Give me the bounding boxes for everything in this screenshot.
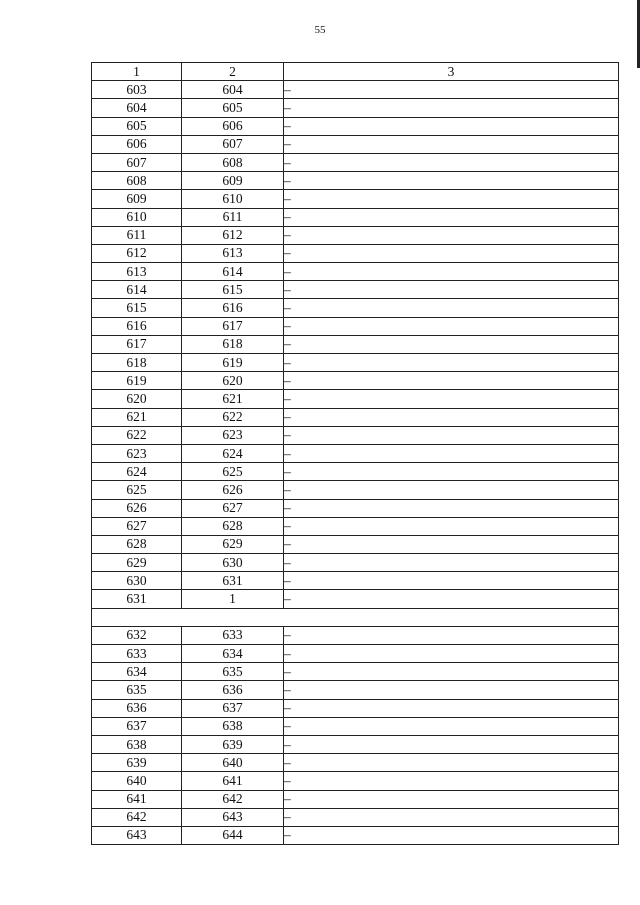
table-row <box>92 463 619 481</box>
table-cell-col2: 626 <box>182 481 284 499</box>
table-row <box>92 317 619 335</box>
table-row <box>92 554 619 572</box>
table-cell-col1: 641 <box>92 790 182 808</box>
table-row <box>92 153 619 171</box>
table-row <box>92 390 619 408</box>
table-cell-col2: 609 <box>182 172 284 190</box>
table-row <box>92 590 619 608</box>
table-row <box>92 699 619 717</box>
table-cell-col3: – <box>284 172 619 190</box>
table-cell-col2: 624 <box>182 444 284 462</box>
table-cell-col2: 612 <box>182 226 284 244</box>
table-cell-col3: – <box>284 645 619 663</box>
table-cell-col3: – <box>284 317 619 335</box>
table-cell-col1: 642 <box>92 808 182 826</box>
table-row <box>92 645 619 663</box>
page-number: 55 <box>314 24 326 36</box>
table-cell-col2: 633 <box>182 626 284 644</box>
table-row <box>92 535 619 553</box>
table-row <box>92 299 619 317</box>
table-cell-col1: 608 <box>92 172 182 190</box>
table-cell-col1: 632 <box>92 626 182 644</box>
table-row <box>92 626 619 644</box>
table-cell-col2: 606 <box>182 117 284 135</box>
table-row <box>92 663 619 681</box>
table-cell-col3: – <box>284 681 619 699</box>
table-cell-col3: – <box>284 444 619 462</box>
table-cell-col2: 619 <box>182 354 284 372</box>
table-cell-col3: – <box>284 808 619 826</box>
table-cell-col1: 643 <box>92 826 182 844</box>
table-row <box>92 172 619 190</box>
table-cell-col2: 625 <box>182 463 284 481</box>
table-cell-col1: 617 <box>92 335 182 353</box>
table-cell-col3: – <box>284 735 619 753</box>
table-cell-col3: – <box>284 372 619 390</box>
table-cell-col2: 616 <box>182 299 284 317</box>
table-cell-col2: 610 <box>182 190 284 208</box>
table-cell-col1: 609 <box>92 190 182 208</box>
table-row <box>92 717 619 735</box>
table-cell-col3: – <box>284 208 619 226</box>
table-cell-col2: 628 <box>182 517 284 535</box>
table-cell-col3: – <box>284 772 619 790</box>
table-row <box>92 808 619 826</box>
table-cell-col3: – <box>284 354 619 372</box>
table-cell-col3: – <box>284 153 619 171</box>
table-cell-col2: 634 <box>182 645 284 663</box>
table-cell-col1: 612 <box>92 244 182 262</box>
table-cell-col1: 621 <box>92 408 182 426</box>
table-row <box>92 281 619 299</box>
table-row <box>92 99 619 117</box>
table-cell-col2: 637 <box>182 699 284 717</box>
table-row <box>92 81 619 99</box>
table-cell-col3: – <box>284 299 619 317</box>
table-cell-col1: 638 <box>92 735 182 753</box>
table-row <box>92 790 619 808</box>
table-cell-col1: 628 <box>92 535 182 553</box>
table-cell-col2: 605 <box>182 99 284 117</box>
table-cell-col1: 629 <box>92 554 182 572</box>
table-cell-col1: 623 <box>92 444 182 462</box>
table-cell-col3: – <box>284 226 619 244</box>
table-cell-col2: 604 <box>182 81 284 99</box>
table-cell-col1: 639 <box>92 754 182 772</box>
table-row <box>92 117 619 135</box>
table-cell-col1: 607 <box>92 153 182 171</box>
table-cell-col3: – <box>284 99 619 117</box>
table-row <box>92 572 619 590</box>
table-cell-col2: 644 <box>182 826 284 844</box>
table-separator-row <box>92 608 619 626</box>
table-cell-col3: – <box>284 263 619 281</box>
table-row <box>92 135 619 153</box>
table-cell-col2: 620 <box>182 372 284 390</box>
table-cell-col1: 611 <box>92 226 182 244</box>
table-cell-col2: 614 <box>182 263 284 281</box>
table-cell-col3: – <box>284 135 619 153</box>
table-cell-col3: – <box>284 663 619 681</box>
table-cell-col2: 611 <box>182 208 284 226</box>
table-cell-col3: – <box>284 517 619 535</box>
table-cell-col3: – <box>284 717 619 735</box>
table-cell-col2: 618 <box>182 335 284 353</box>
table-body <box>92 81 619 845</box>
table-cell-col3: – <box>284 481 619 499</box>
table-row <box>92 517 619 535</box>
table-cell-col3: – <box>284 81 619 99</box>
table-row <box>92 226 619 244</box>
table-cell-col3: – <box>284 590 619 608</box>
table-cell-col1: 636 <box>92 699 182 717</box>
table-row <box>92 826 619 844</box>
table-cell-col1: 605 <box>92 117 182 135</box>
table-cell-col3: – <box>284 554 619 572</box>
table-row <box>92 772 619 790</box>
table-cell-col1: 625 <box>92 481 182 499</box>
table-cell-col1: 614 <box>92 281 182 299</box>
table-cell-col3: – <box>284 426 619 444</box>
table-cell-col3: – <box>284 390 619 408</box>
table-cell-col1: 616 <box>92 317 182 335</box>
table-header-row <box>92 63 619 81</box>
table-cell-col1: 603 <box>92 81 182 99</box>
table-cell-col2: 615 <box>182 281 284 299</box>
table-cell-col1: 631 <box>92 590 182 608</box>
table-row <box>92 481 619 499</box>
table-cell-col1: 606 <box>92 135 182 153</box>
table-cell-col2: 640 <box>182 754 284 772</box>
column-header-1: 1 <box>92 63 182 81</box>
table-cell-col3: – <box>284 244 619 262</box>
table-cell-col2: 622 <box>182 408 284 426</box>
table-cell-col2: 639 <box>182 735 284 753</box>
table-cell-col2: 630 <box>182 554 284 572</box>
table-row <box>92 354 619 372</box>
table-cell-col1: 610 <box>92 208 182 226</box>
table-cell-col1: 622 <box>92 426 182 444</box>
column-header-2: 2 <box>182 63 284 81</box>
table-cell-col1: 627 <box>92 517 182 535</box>
table-cell-col3: – <box>284 790 619 808</box>
table-row <box>92 408 619 426</box>
table-cell-col2: 642 <box>182 790 284 808</box>
table-cell-col3: – <box>284 408 619 426</box>
table-cell-col2: 608 <box>182 153 284 171</box>
table-row <box>92 681 619 699</box>
table-cell-col3: – <box>284 281 619 299</box>
table-row <box>92 426 619 444</box>
table-cell-col3: – <box>284 335 619 353</box>
table-cell-col1: 619 <box>92 372 182 390</box>
table-cell-col2: 617 <box>182 317 284 335</box>
table-cell-col1: 640 <box>92 772 182 790</box>
table-cell-col2: 643 <box>182 808 284 826</box>
table-cell-col2: 629 <box>182 535 284 553</box>
table-row <box>92 372 619 390</box>
table-cell-col3: – <box>284 535 619 553</box>
table-cell-col1: 618 <box>92 354 182 372</box>
table-cell-col1: 635 <box>92 681 182 699</box>
table-cell-col1: 604 <box>92 99 182 117</box>
table-cell-col2: 1 <box>182 590 284 608</box>
table-row <box>92 735 619 753</box>
table-cell-col3: – <box>284 826 619 844</box>
table-cell-col2: 635 <box>182 663 284 681</box>
table-cell-col2: 638 <box>182 717 284 735</box>
column-header-3: 3 <box>284 63 619 81</box>
table-cell-col3: – <box>284 572 619 590</box>
table-row <box>92 190 619 208</box>
table-cell-col1: 626 <box>92 499 182 517</box>
table-row <box>92 444 619 462</box>
table-cell-col2: 623 <box>182 426 284 444</box>
table-cell-col1: 634 <box>92 663 182 681</box>
table-cell-col3: – <box>284 499 619 517</box>
table-cell-col1: 630 <box>92 572 182 590</box>
table-cell-col2: 636 <box>182 681 284 699</box>
table-cell-col2: 627 <box>182 499 284 517</box>
table-cell-col1: 633 <box>92 645 182 663</box>
table-cell-col1: 624 <box>92 463 182 481</box>
table-row <box>92 208 619 226</box>
table-cell-col2: 621 <box>182 390 284 408</box>
table-cell-col3: – <box>284 463 619 481</box>
table-cell-col3: – <box>284 754 619 772</box>
table-cell-col1: 615 <box>92 299 182 317</box>
table-row <box>92 335 619 353</box>
table-row <box>92 263 619 281</box>
table-cell-col3: – <box>284 117 619 135</box>
table-cell-col3: – <box>284 699 619 717</box>
table-cell-col3: – <box>284 626 619 644</box>
table-row <box>92 244 619 262</box>
table-row <box>92 754 619 772</box>
table-cell-col3: – <box>284 190 619 208</box>
table-cell-col2: 631 <box>182 572 284 590</box>
separator-cell <box>92 608 619 626</box>
table-cell-col1: 613 <box>92 263 182 281</box>
table-cell-col1: 620 <box>92 390 182 408</box>
table-cell-col2: 641 <box>182 772 284 790</box>
data-table <box>91 62 619 845</box>
table-cell-col2: 613 <box>182 244 284 262</box>
table-cell-col1: 637 <box>92 717 182 735</box>
table-row <box>92 499 619 517</box>
table-cell-col2: 607 <box>182 135 284 153</box>
